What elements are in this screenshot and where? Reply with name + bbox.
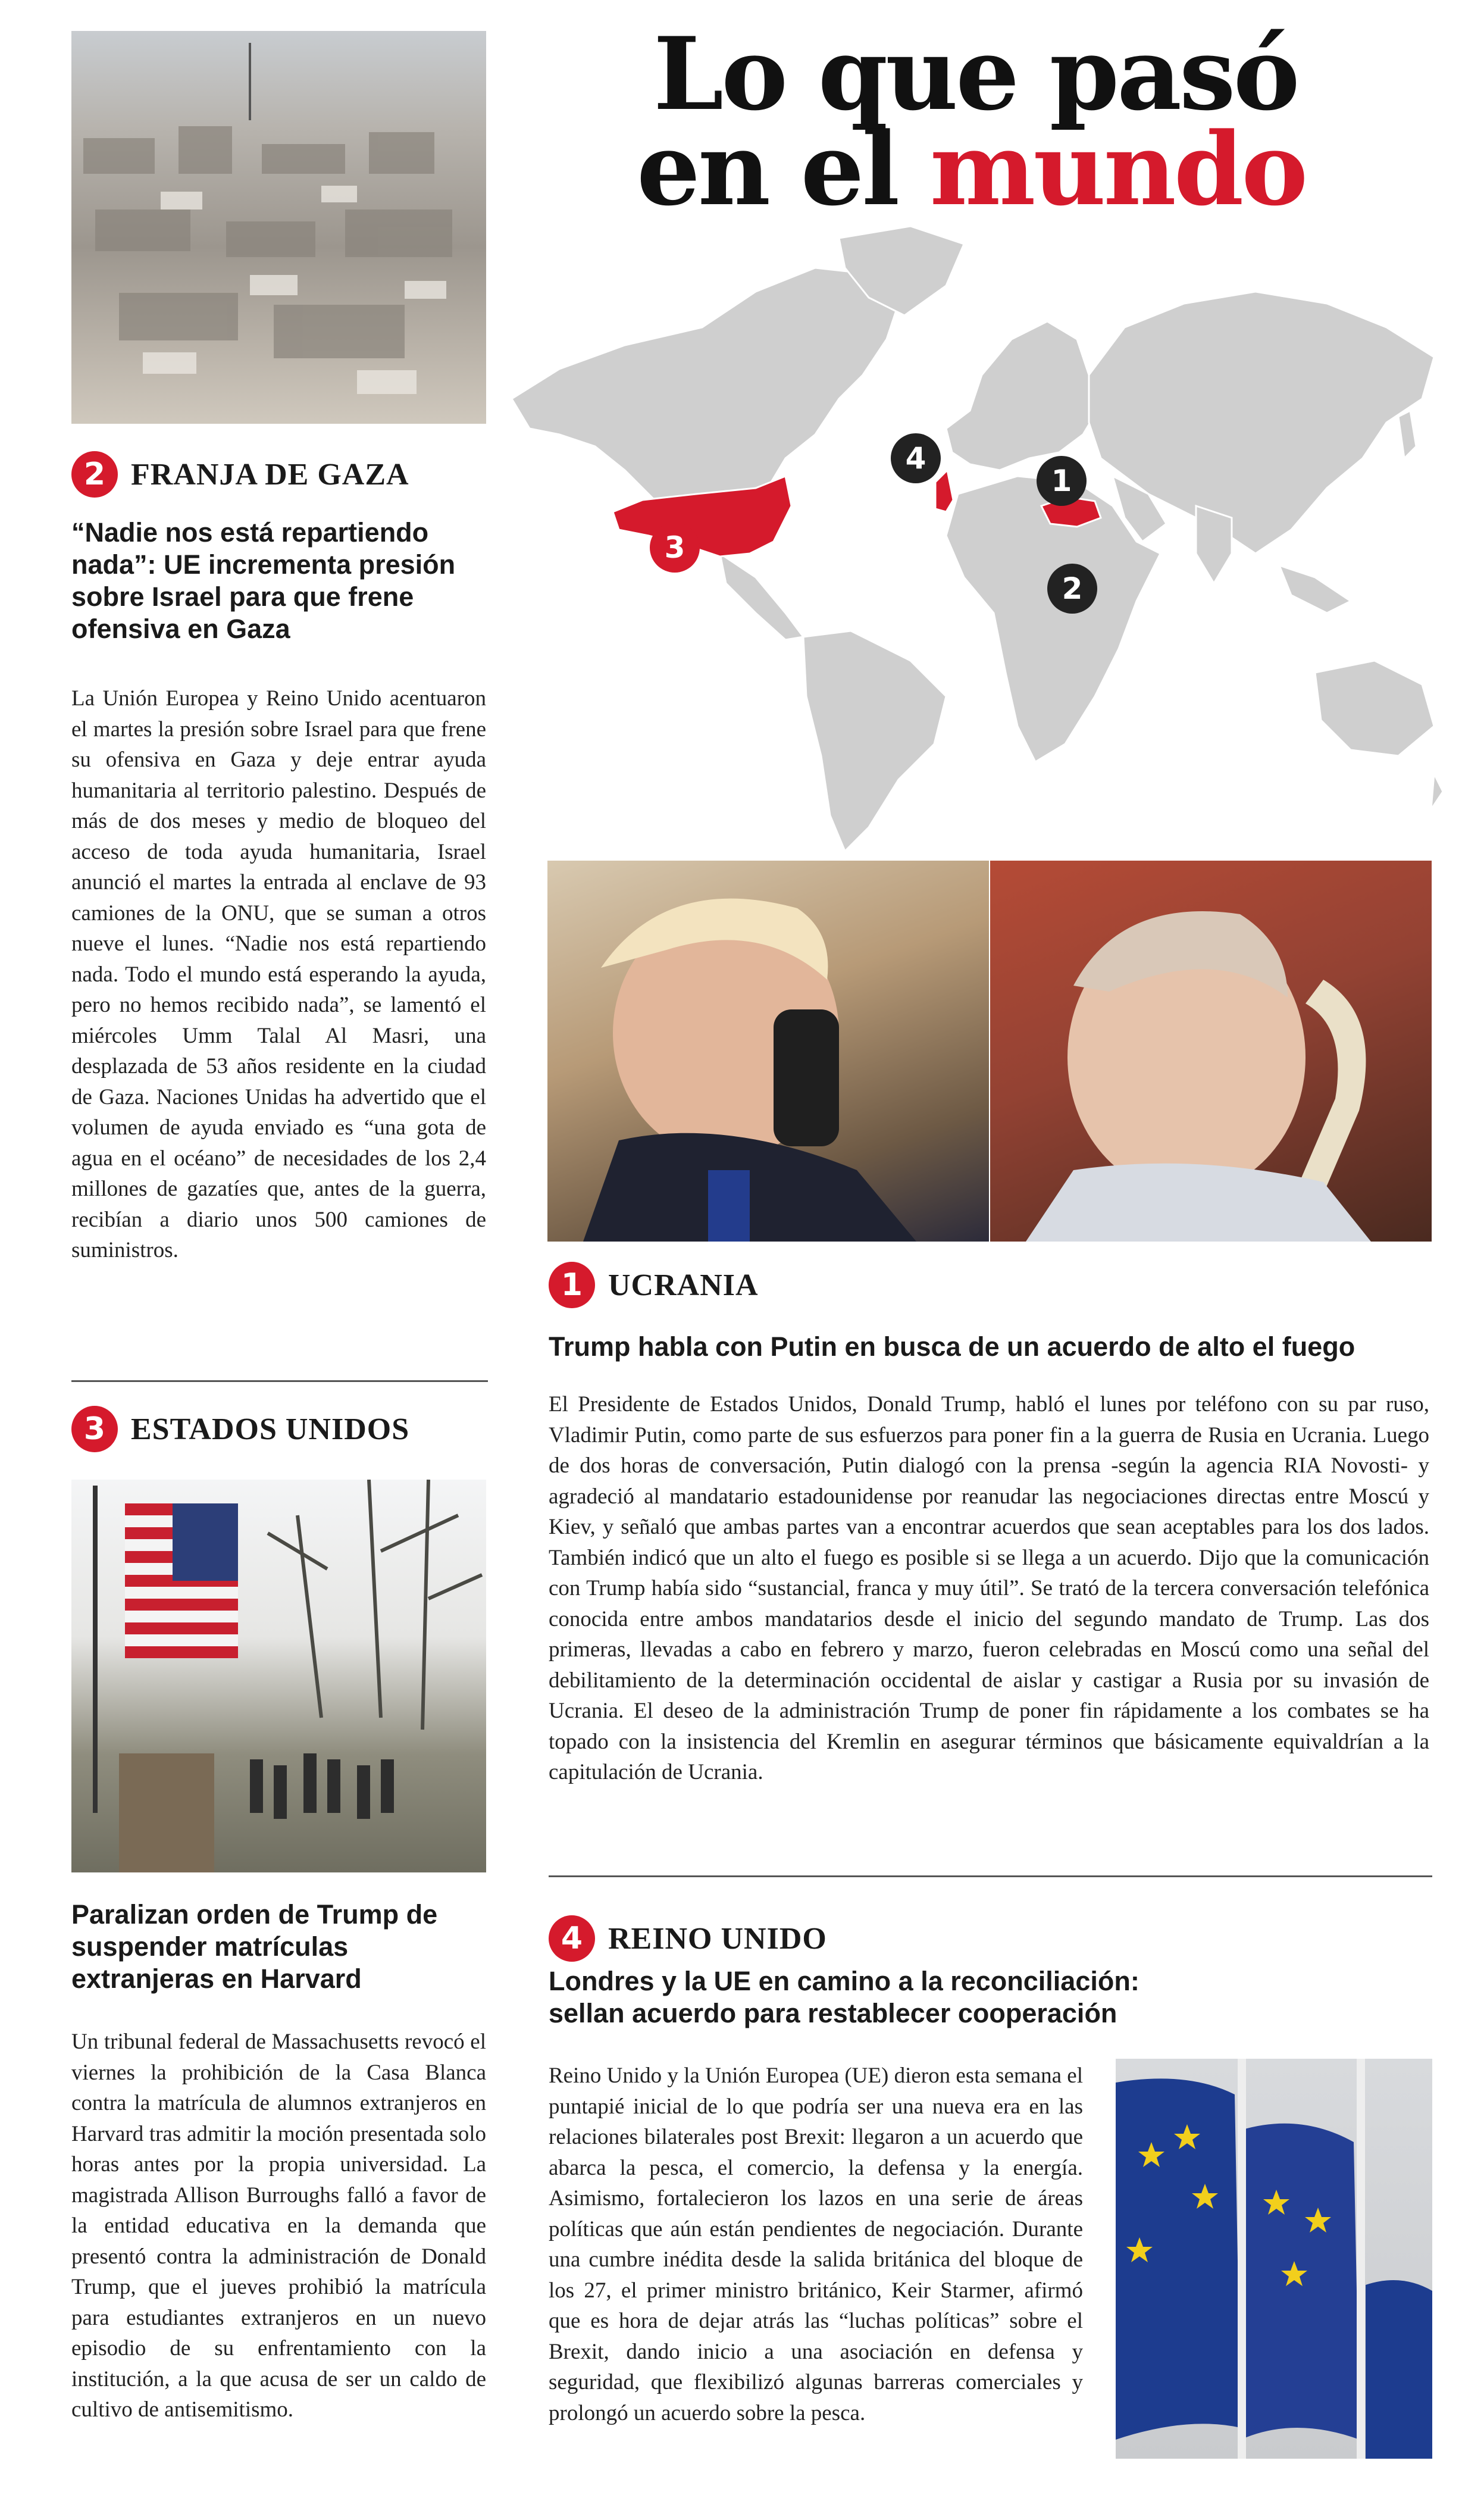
eu-flags-illustration bbox=[1116, 2059, 1432, 2459]
ucrania-number-badge: 1 bbox=[549, 1262, 595, 1308]
page-title-line-2 bbox=[637, 110, 1306, 228]
map-marker-4: 4 bbox=[891, 433, 941, 483]
gaza-photo bbox=[71, 31, 486, 424]
gaza-body: La Unión Europea y Reino Unido acentuaron el martes la presión sobre Israel para que frene su ofensiva en Gaza y deje entrar ayuda humanitaria al territorio palestino. Después de más de dos meses y medio de bloqueo del acceso de toda ayuda humanitaria, Israel anunció el martes la entrada al enclave de 93 camiones de la ONU, que se suman a otros nueve el lunes. “Nadie nos está repartiendo nada. Todo el mundo está esperando la ayuda, pero no hemos recibido nada”, se lamentó el miércoles Umm Talal Al Masri, una desplazada de 53 años residente en la ciudad de Gaza. Naciones Unidas ha advertido que el volumen de ayuda enviado es “una gota de agua en el océano” de necesidades de los 2,4 millones de gazatíes que, antes de la guerra, recibían a diario unos 500 camiones de suministros. bbox=[71, 686, 486, 1262]
harvard-illustration bbox=[71, 1480, 486, 1872]
new-zealand bbox=[1431, 774, 1443, 809]
eeuu-body: Un tribunal federal de Massachusetts revocó el viernes la prohibición de la Casa Blanca contra la matrícula de alumnos extranjeros en Harvard tras admitir la moción presentada solo horas antes por la propia universidad. La magistrada Allison Burroughs falló a favor de la entidad educativa en la demanda que presentó contra la administración de Donald Trump, que el jueves prohibió la matrícula para estudiantes extranjeros en un nuevo episodio de su enfrentamiento con la institución, a la que acusa de ser un caldo de cultivo de antisemitismo. bbox=[71, 2030, 486, 2422]
australia bbox=[1315, 661, 1434, 756]
map-marker-1: 1 bbox=[1037, 456, 1087, 506]
japan bbox=[1398, 411, 1416, 458]
map-marker-2: 2 bbox=[1047, 564, 1097, 614]
ucrania-label: UCRANIA bbox=[608, 1268, 759, 1302]
world-map bbox=[506, 220, 1446, 857]
eeuu-headline: Paralizan orden de Trump de suspender matrículas extranjeras en Harvard bbox=[71, 1899, 438, 1994]
eeuu-label: ESTADOS UNIDOS bbox=[131, 1412, 410, 1446]
gaza-label: FRANJA DE GAZA bbox=[131, 457, 409, 492]
reino-unido-headline: Londres y la UE en camino a la reconciliación: sellan acuerdo para restablecer cooperación bbox=[549, 1966, 1139, 2028]
reino-unido-section-label bbox=[549, 1915, 827, 1962]
reino-unido-body: Reino Unido y la Unión Europea (UE) dieron esta semana el puntapié inicial de lo que podría ser una nueva era en las relaciones bilaterales post Brexit: llegaron a un acuerdo que abarca la pesca, el comercio, la defensa y la energía. Asimismo, fortalecieron los lazos en una serie de áreas políticas que aún están pendientes de negociación. Durante una cumbre inédita desde la salida británica del bloque de los 27, el primer ministro británico, Keir Starmer, afirmó que es hora de dejar atrás las “luchas políticas” sobre el Brexit, dando inicio a una asociación en defensa y seguridad, que flexibilizó algunas barreras comerciales y prolongó un acuerdo sobre la pesca. bbox=[549, 2063, 1084, 2425]
map-marker-3: 3 bbox=[650, 523, 700, 573]
us-flag-drawing bbox=[125, 1503, 238, 1658]
eeuu-number-badge: 3 bbox=[71, 1406, 118, 1452]
title-accent: mundo bbox=[929, 110, 1306, 228]
europe bbox=[946, 321, 1101, 470]
india bbox=[1196, 506, 1232, 583]
eeuu-section-label bbox=[71, 1406, 409, 1452]
putin-phone-photo bbox=[990, 861, 1432, 1242]
reino-unido-label: REINO UNIDO bbox=[608, 1921, 827, 1956]
harvard-photo bbox=[71, 1480, 486, 1872]
gaza-rubble-illustration bbox=[71, 31, 486, 424]
southeast-asia bbox=[1279, 565, 1351, 613]
ucrania-body: El Presidente de Estados Unidos, Donald Trump, habló el lunes por teléfono con su par ruso, Vladimir Putin, como parte de sus esfuerzos para poner fin a la guerra de Rusia en Ucrania. Luego de dos horas de conversación, Putin dialogó con la prensa -según la agencia RIA Novosti- y agradeció al mandatario estadounidense por reanudar las negociaciones directas entre Moscú y Kiev, y señaló que ambas partes van a encontrar acuerdos que sean aceptables para los dos lados. También indicó que un alto el fuego es posible si se llega a un acuerdo. Dijo que la comunicación con Trump había sido “sustancial, franca y muy útil”. Se trató de la tercera conversación telefónica conocida entre ambos mandatarios desde el inicio del segundo mandato de Trump. Las dos primeras, llevadas a cabo en febrero y marzo, fueron celebradas en Moscú como una señal del debilitamiento de la determinación occidental de aislar y castigar a Rusia por su invasión de Ucrania. El deseo de la administración Trump de poner fin rápidamente a los combates se ha topado con la insistencia del Kremlin en asegurar términos que básicamente equivaldrían a la capitulación de Ucrania. bbox=[549, 1392, 1429, 1784]
uk-highlight bbox=[935, 470, 953, 512]
ucrania-headline: Trump habla con Putin en busca de un acuerdo de alto el fuego bbox=[549, 1331, 1355, 1362]
gaza-divider bbox=[71, 1380, 488, 1382]
trump-phone-photo bbox=[547, 861, 989, 1242]
title-prefix: en el bbox=[637, 110, 930, 228]
putin-illustration bbox=[990, 861, 1432, 1242]
gaza-section-label bbox=[71, 451, 409, 498]
gaza-headline: “Nadie nos está repartiendo nada”: UE incrementa presión sobre Israel para que frene ofensiva en Gaza bbox=[71, 517, 456, 644]
reino-unido-number-badge: 4 bbox=[549, 1915, 595, 1962]
gaza-number-badge: 2 bbox=[71, 451, 118, 498]
eu-flags-photo bbox=[1116, 2059, 1432, 2459]
ucrania-section-label bbox=[549, 1262, 759, 1308]
page-title-line-1: Lo que pasó bbox=[653, 15, 1298, 133]
south-america bbox=[803, 631, 946, 851]
central-america bbox=[720, 554, 803, 640]
trump-illustration bbox=[547, 861, 989, 1242]
ucrania-divider bbox=[549, 1875, 1432, 1877]
